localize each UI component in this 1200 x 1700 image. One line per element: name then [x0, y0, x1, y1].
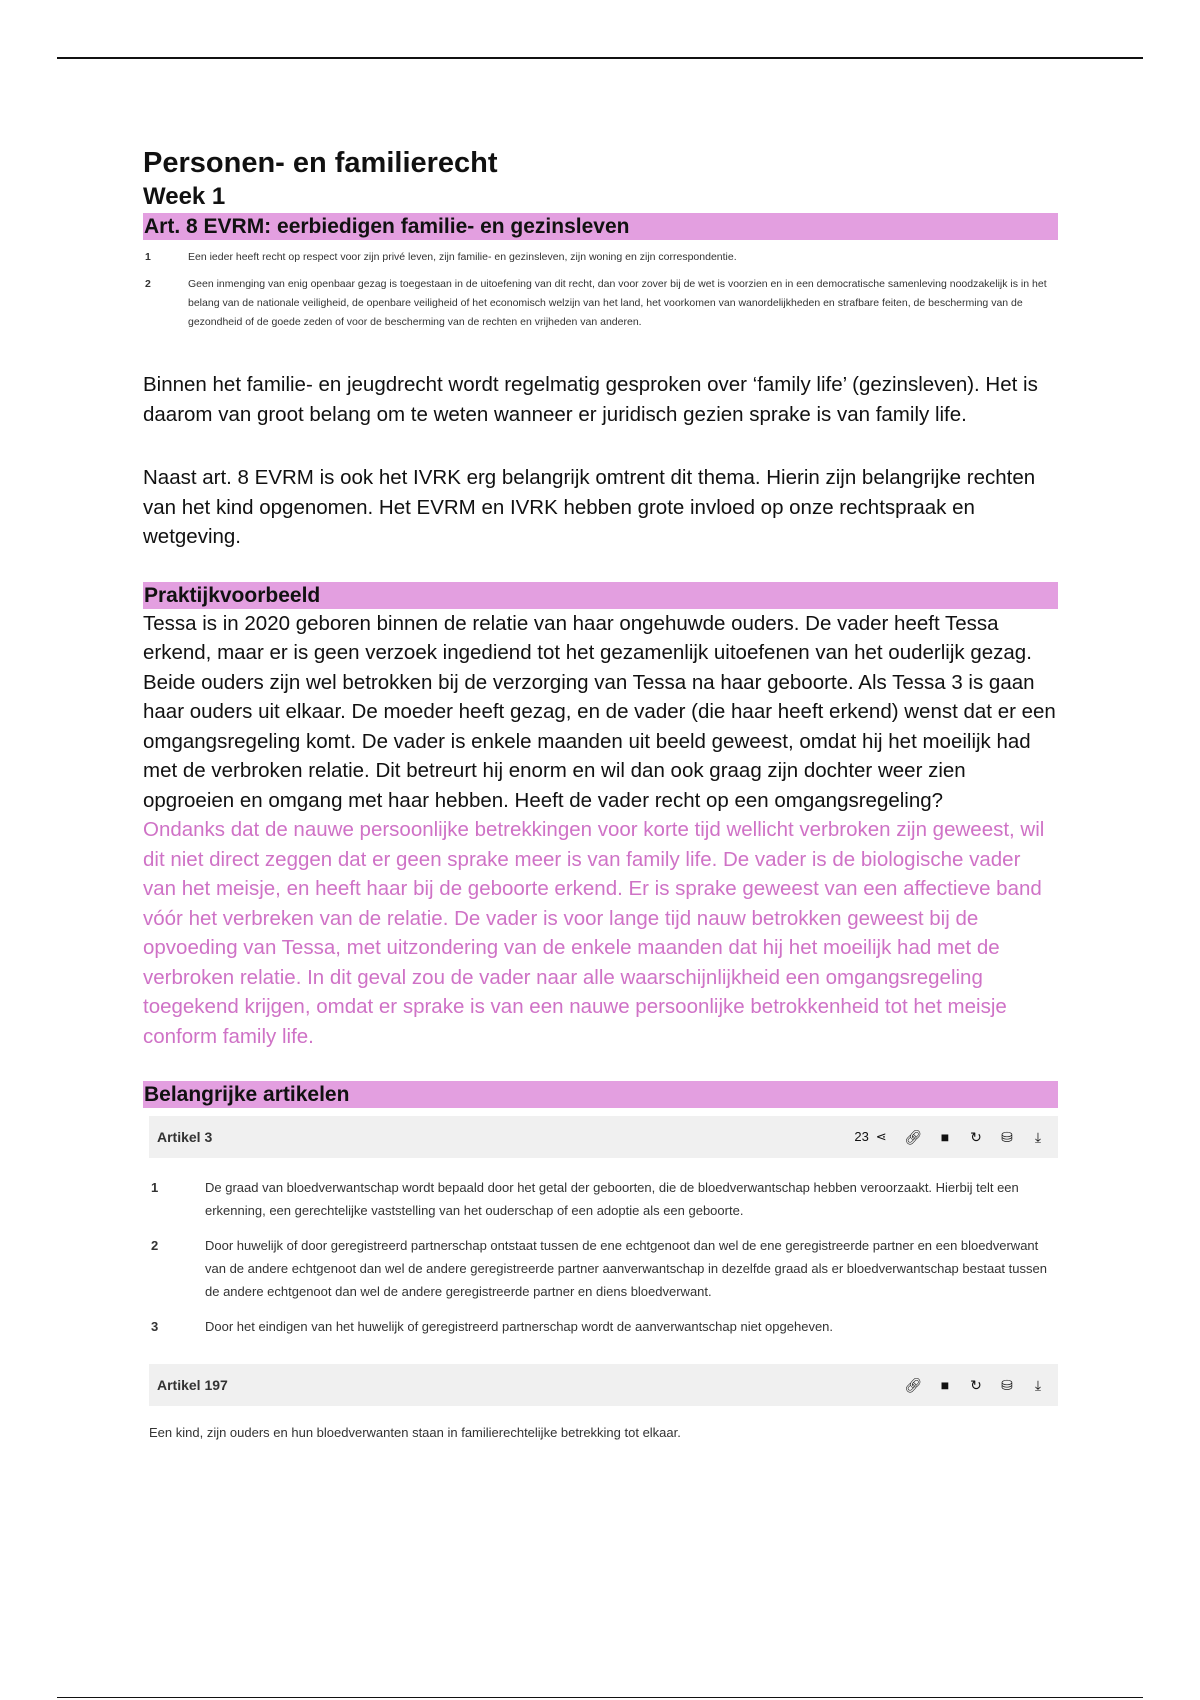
- article-item-number: 3: [151, 1319, 159, 1334]
- article-197-text: Een kind, zijn ouders en hun bloedverwanten staan in familierechtelijke betrekking tot elkaar.: [149, 1425, 681, 1440]
- evrm-item: [143, 248, 1058, 267]
- evrm-item: [143, 275, 1058, 332]
- evrm-item-number: 1: [145, 251, 151, 263]
- week-label: Week 1: [143, 183, 226, 210]
- evrm-item-number: 2: [145, 278, 151, 290]
- footer-rule: [57, 1697, 1143, 1698]
- article-item: [149, 1176, 1058, 1222]
- article-item: [149, 1315, 1058, 1338]
- bookmark-icon[interactable]: ■: [940, 1129, 950, 1145]
- article-item-text: Door het eindigen van het huwelijk of geregistreerd partnerschap wordt de aanverwantschap niet opgeheven.: [205, 1319, 834, 1334]
- bookmark-icon[interactable]: ■: [940, 1377, 950, 1393]
- article-197-toolbar: [904, 1377, 1046, 1394]
- evrm-item-text: Een ieder heeft recht op respect voor zijn privé leven, zijn familie- en gezinsleven, zijn woning en zijn correspondentie.: [188, 251, 737, 263]
- evrm-excerpt: [143, 246, 1058, 342]
- evrm-item-text: Geen inmenging van enig openbaar gezag is toegestaan in de uitoefening van dit recht, dan voor zover bij de wet is voorzien en in een democratische samenleving noodzakelijk is in het belang van de nationale veiligheid, de openbare veiligheid of het economisch welzijn van het land, het voorkomen van wanordelijkheden en strafbare feiten, de bescherming van de gezondheid of de goede zeden of voor de bescherming van de rechten en vrijheden van anderen.: [188, 278, 1047, 328]
- article-3-toolbar: [854, 1129, 1046, 1146]
- intro-paragraph-2: Naast art. 8 EVRM is ook het IVRK erg belangrijk omtrent dit thema. Hierin zijn belangrijke rechten van het kind opgenomen. Het EVRM en IVRK hebben grote invloed op onze rechtspraak en wetgeving.: [143, 466, 1036, 548]
- share-count: 23: [854, 1129, 869, 1144]
- header-rule: [57, 57, 1143, 59]
- article-item-text: Door huwelijk of door geregistreerd partnerschap ontstaat tussen de ene echtgenoot dan wel de ene geregistreerde partner en een bloedverwant van de andere echtgenoot dan wel de andere geregistreerde partner aanverwantschap in dezelfde graad als er bloedverwantschap bestaat tussen de andere echtgenoot dan wel de andere geregistreerde partner en diens bloedverwant.: [205, 1238, 1047, 1299]
- share-button[interactable]: [854, 1129, 890, 1145]
- document-body: [143, 145, 1058, 1444]
- download-icon[interactable]: ⤓: [1034, 1128, 1042, 1145]
- article-item: [149, 1234, 1058, 1303]
- share-icon: ⋖: [875, 1129, 887, 1144]
- link-icon[interactable]: 🔗︎: [904, 1376, 922, 1393]
- intro-paragraph-1: Binnen het familie- en jeugdrecht wordt regelmatig gesproken over ‘family life’ (gezinsleven). Het is daarom van groot belang om te weten wanneer er juridisch gezien sprake is van family life.: [143, 373, 1038, 426]
- article-3-header: [149, 1116, 1058, 1158]
- practice-case: Tessa is in 2020 geboren binnen de relatie van haar ongehuwde ouders. De vader heeft Tessa erkend, maar er is geen verzoek ingediend tot het gezamenlijk uitoefenen van het ouderlijk gezag. Beide ouders zijn wel betrokken bij de verzorging van Tessa na haar geboorte. Als Tessa 3 is gaan haar ouders uit elkaar. De moeder heeft gezag, en de vader (die haar heeft erkend) wenst dat er een omgangsregeling komt. De vader is enkele maanden uit beeld geweest, omdat hij het moeilijk had met de verbroken relatie. Dit betreurt hij enorm en wil dan ook graag zijn dochter weer zien opgroeien en omgang met haar hebben. Heeft de vader recht op een omgangsregeling?: [143, 611, 1056, 812]
- link-icon[interactable]: 🔗︎: [904, 1128, 922, 1145]
- article-item-number: 1: [151, 1180, 159, 1195]
- article-197-title: Artikel 197: [157, 1377, 228, 1393]
- article-3-list: [149, 1158, 1058, 1346]
- evrm-heading: Art. 8 EVRM: eerbiedigen familie- en gezinsleven: [143, 213, 1058, 240]
- history-icon[interactable]: ↻: [970, 1128, 982, 1145]
- articles-heading: Belangrijke artikelen: [143, 1081, 1058, 1108]
- article-3-title: Artikel 3: [157, 1129, 213, 1145]
- download-icon[interactable]: ⤓: [1034, 1376, 1042, 1393]
- print-icon[interactable]: ⛁: [1001, 1128, 1013, 1145]
- document-title: Personen- en familierecht: [143, 147, 498, 179]
- history-icon[interactable]: ↻: [970, 1376, 982, 1393]
- practice-answer: Ondanks dat de nauwe persoonlijke betrekkingen voor korte tijd wellicht verbroken zijn geweest, wil dit niet direct zeggen dat er geen sprake meer is van family life. De vader is de biologische vader van het meisje, en heeft haar bij de geboorte erkend. Er is sprake geweest van een affectieve band vóór het verbreken van de relatie. De vader is voor lange tijd nauw betrokken geweest bij de opvoeding van Tessa, met uitzondering van de enkele maanden dat hij het moeilijk had met de verbroken relatie. In dit geval zou de vader naar alle waarschijnlijkheid een omgangsregeling toegekend krijgen, omdat er sprake is van een nauwe persoonlijke betrokkenheid tot het meisje conform family life.: [143, 818, 1045, 1048]
- article-197-header: [149, 1364, 1058, 1406]
- practice-heading: Praktijkvoorbeeld: [143, 582, 1058, 609]
- article-item-text: De graad van bloedverwantschap wordt bepaald door het getal der geboorten, die de bloedverwantschap hebben veroorzaakt. Hierbij telt een erkenning, een gerechtelijke vaststelling van het ouderschap of een adoptie als een geboorte.: [205, 1180, 1019, 1218]
- article-item-number: 2: [151, 1238, 159, 1253]
- print-icon[interactable]: ⛁: [1001, 1376, 1013, 1393]
